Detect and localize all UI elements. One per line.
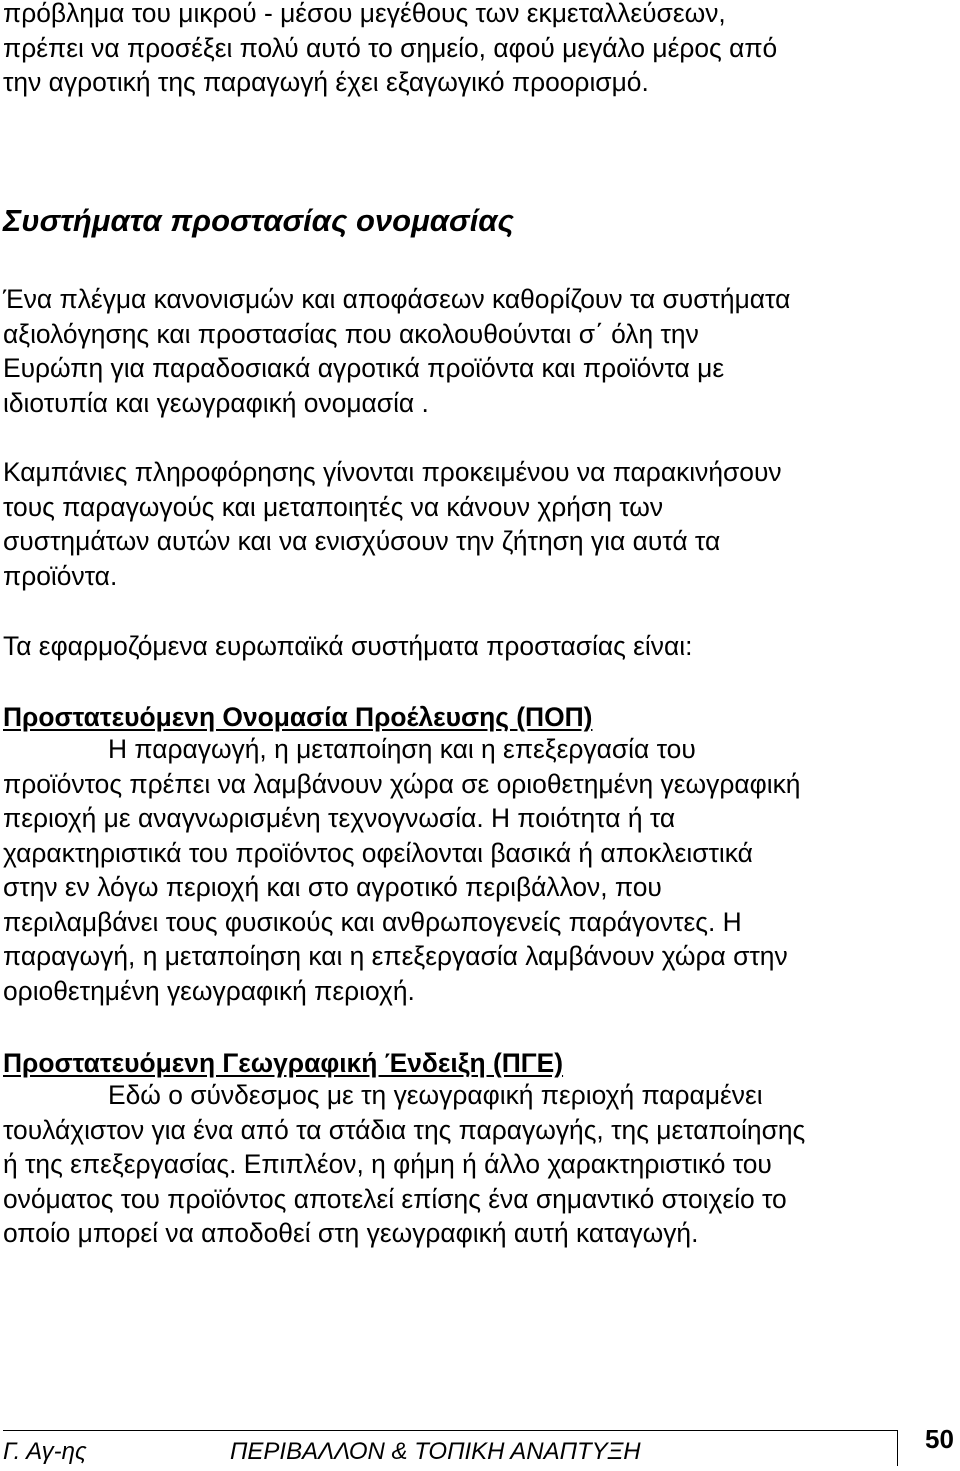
text-line: ή της επεξεργασίας. Επιπλέον, η φήμη ή άλλο χαρακτηριστικό του bbox=[3, 1149, 772, 1179]
text-line: ονόματος του προϊόντος αποτελεί επίσης ένα σημαντικό στοιχείο το bbox=[3, 1183, 787, 1214]
pge-title: Προστατευόμενη Γεωγραφική Ένδειξη (ΠΓΕ) bbox=[3, 1048, 564, 1078]
text-line: στην εν λόγω περιοχή και στο αγροτικό περιβάλλον, που bbox=[3, 872, 662, 902]
text-line: προϊόντα. bbox=[3, 560, 118, 591]
text-line: την αγροτική της παραγωγή έχει εξαγωγικό προορισμό. bbox=[3, 67, 649, 97]
text-line: συστημάτων αυτών και να ενισχύσουν την ζήτηση για αυτά τα bbox=[3, 526, 721, 556]
text-line: χαρακτηριστικά του προϊόντος οφείλονται βασικά ή αποκλειστικά bbox=[3, 837, 753, 868]
text-line: τουλάχιστον για ένα από τα στάδια της παραγωγής, της μεταποίησης bbox=[3, 1114, 806, 1145]
pge-body bbox=[3, 1078, 943, 1251]
text-line: περιοχή με αναγνωρισμένη τεχνογνωσία. Η ποιότητα ή τα bbox=[3, 803, 676, 833]
intro-paragraph bbox=[3, 0, 943, 100]
section-heading: Συστήματα προστασίας ονομασίας bbox=[3, 203, 514, 238]
text-line: Ευρώπη για παραδοσιακά αγροτικά προϊόντα και προϊόντα με bbox=[3, 353, 725, 383]
text-line: Εδώ ο σύνδεσμος με τη γεωγραφική περιοχή παραμένει bbox=[108, 1080, 763, 1110]
pop-body bbox=[3, 732, 943, 1008]
text-line: προϊόντος πρέπει να λαμβάνουν χώρα σε οριοθετημένη γεωγραφική bbox=[3, 768, 801, 799]
text-line: Η παραγωγή, η μεταποίηση και η επεξεργασία του bbox=[108, 734, 696, 764]
paragraph-systems-intro bbox=[3, 629, 943, 664]
text-line: Καμπάνιες πληροφόρησης γίνονται προκειμένου να παρακινήσουν bbox=[3, 457, 782, 487]
page-footer bbox=[0, 1420, 960, 1471]
text-line: οριοθετημένη γεωγραφική περιοχή. bbox=[3, 975, 415, 1006]
text-line: οποίο μπορεί να αποδοθεί στη γεωγραφική αυτή καταγωγή. bbox=[3, 1218, 699, 1248]
text-line: αξιολόγησης και προστασίας που ακολουθούνται σ΄ όλη την bbox=[3, 318, 699, 349]
text-line: ιδιοτυπία και γεωγραφική ονομασία . bbox=[3, 387, 429, 418]
paragraph-regulations bbox=[3, 282, 943, 420]
text-line: πρόβλημα του μικρού - μέσου μεγέθους των εκμεταλλεύσεων, bbox=[3, 0, 726, 28]
footer-divider bbox=[3, 1430, 898, 1431]
text-line: τους παραγωγούς και μεταποιητές να κάνουν χρήση των bbox=[3, 491, 664, 522]
footer-author: Γ. Αγ-ης bbox=[3, 1438, 87, 1465]
text-line: περιλαμβάνει τους φυσικούς και ανθρωπογενείς παράγοντες. Η bbox=[3, 906, 742, 937]
text-line: Ένα πλέγμα κανονισμών και αποφάσεων καθορίζουν τα συστήματα bbox=[3, 284, 791, 314]
pop-title: Προστατευόμενη Ονομασία Προέλευσης (ΠΟΠ) bbox=[3, 702, 593, 732]
paragraph-campaigns bbox=[3, 455, 943, 593]
text-line: παραγωγή, η μεταποίηση και η επεξεργασία λαμβάνουν χώρα στην bbox=[3, 941, 788, 971]
footer-divider-tick bbox=[897, 1430, 898, 1466]
text-line: πρέπει να προσέξει πολύ αυτό το σημείο, αφού μεγάλο μέρος από bbox=[3, 32, 778, 63]
footer-title: ΠΕΡΙΒΑΛΛΟΝ & ΤΟΠΙΚΗ ΑΝΑΠΤΥΞΗ bbox=[230, 1438, 641, 1465]
text-line: Τα εφαρμοζόμενα ευρωπαϊκά συστήματα προστασίας είναι: bbox=[3, 631, 693, 661]
page-number: 50 bbox=[925, 1424, 954, 1454]
